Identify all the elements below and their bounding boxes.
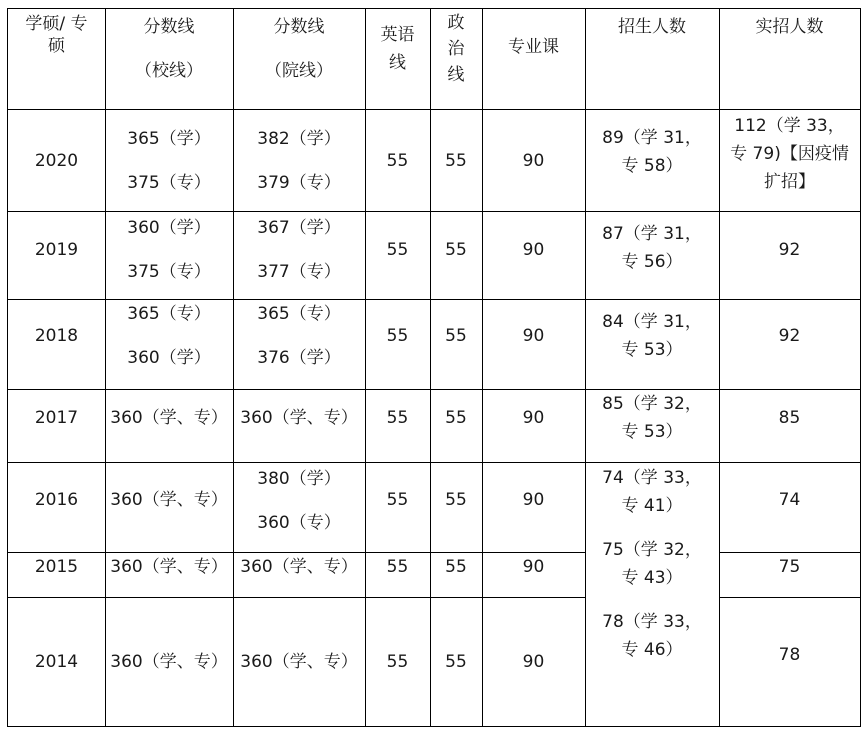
header-actual-enrollment: 实招人数 bbox=[755, 17, 824, 37]
row-2018-major: 90 bbox=[522, 326, 545, 346]
row-2020-college-line-2: 379（专） bbox=[257, 172, 341, 193]
row-divider-left bbox=[7, 552, 585, 553]
header-degree-type bbox=[8, 12, 105, 58]
header-major-course: 专业课 bbox=[508, 37, 559, 57]
header-college-line bbox=[233, 16, 365, 82]
row-divider bbox=[7, 299, 861, 300]
row-divider bbox=[7, 109, 861, 110]
row-2016-enrollment bbox=[585, 464, 719, 520]
row-2017-actual: 85 bbox=[778, 407, 801, 428]
row-2019-english: 55 bbox=[386, 239, 409, 260]
row-2016-actual: 74 bbox=[778, 489, 801, 510]
row-2017-enrollment bbox=[585, 390, 719, 446]
row-2014-enrollment bbox=[585, 608, 719, 664]
row-divider bbox=[7, 462, 861, 463]
row-2018-enrollment-line2: 专 53） bbox=[621, 340, 683, 360]
table-border-top bbox=[7, 8, 861, 9]
row-2019-enrollment bbox=[585, 220, 719, 276]
row-2019-politics: 55 bbox=[445, 239, 467, 260]
column-divider bbox=[233, 8, 234, 727]
table-border-right bbox=[860, 8, 861, 727]
row-2018-enrollment bbox=[585, 308, 719, 364]
row-2016-enrollment-line2: 专 41） bbox=[621, 496, 683, 516]
table-border-bottom bbox=[7, 726, 861, 727]
row-2019-school-line bbox=[105, 211, 233, 288]
row-2019-college-line-1: 367（学） bbox=[257, 217, 341, 238]
header-politics-line2: 治 bbox=[447, 39, 465, 59]
row-2020-politics: 55 bbox=[445, 150, 467, 171]
header-school-line bbox=[105, 16, 233, 82]
row-2017-enrollment-line2: 专 53） bbox=[621, 422, 683, 442]
row-2020-major: 90 bbox=[522, 150, 545, 171]
header-english-line1: 英语 bbox=[380, 25, 415, 45]
row-2018-english: 55 bbox=[386, 326, 409, 346]
row-divider bbox=[7, 389, 861, 390]
row-2019-school-line-1: 360（学） bbox=[127, 217, 211, 238]
header-politics-line1: 政 bbox=[447, 13, 465, 33]
row-2020-college-line-1: 382（学） bbox=[257, 128, 341, 149]
row-2017-school-line: 360（学、专） bbox=[110, 407, 228, 428]
row-2020-actual-line3: 扩招】 bbox=[764, 172, 815, 192]
row-2016-enrollment-line1: 74（学 33， bbox=[602, 468, 702, 488]
row-2018-enrollment-line1: 84（学 31， bbox=[602, 312, 702, 332]
row-2018-school-line-1: 365（专） bbox=[127, 303, 211, 324]
row-2015-school-line: 360（学、专） bbox=[110, 557, 228, 577]
column-divider bbox=[430, 8, 431, 727]
row-2019-college-line-2: 377（专） bbox=[257, 261, 341, 282]
row-2020-school-line bbox=[105, 110, 233, 211]
header-degree-type-line1: 学硕/ 专 bbox=[25, 14, 88, 34]
row-2020-enrollment-line2: 专 58） bbox=[621, 156, 683, 176]
row-2018-college-line-1: 365（专） bbox=[257, 303, 341, 324]
row-2020-actual-line1: 112（学 33， bbox=[734, 116, 845, 136]
row-2014-enrollment-line1: 78（学 33， bbox=[602, 612, 702, 632]
row-2017-major: 90 bbox=[522, 407, 545, 428]
row-2018-actual: 92 bbox=[778, 326, 801, 346]
row-2016-year: 2016 bbox=[34, 489, 79, 510]
row-2018-college-line-2: 376（学） bbox=[257, 347, 341, 368]
row-2018-school-line bbox=[105, 297, 233, 374]
row-2016-college-line bbox=[233, 462, 365, 539]
row-2016-college-line-2: 360（专） bbox=[257, 512, 341, 533]
row-2020-enrollment-line1: 89（学 31， bbox=[602, 128, 702, 148]
row-2019-year: 2019 bbox=[34, 239, 79, 260]
row-2020-college-line bbox=[233, 110, 365, 211]
row-2020-actual-line2: 专 79)【因疫情 bbox=[730, 144, 849, 164]
row-2014-year: 2014 bbox=[34, 652, 79, 672]
row-2018-politics: 55 bbox=[445, 326, 467, 346]
row-2014-actual: 78 bbox=[778, 644, 801, 665]
column-divider bbox=[105, 8, 106, 727]
row-2015-politics: 55 bbox=[445, 557, 467, 577]
header-politics bbox=[430, 10, 482, 88]
row-2020-enrollment bbox=[585, 124, 719, 180]
row-2016-politics: 55 bbox=[445, 489, 467, 510]
row-2014-major: 90 bbox=[522, 652, 545, 672]
header-college-line-sub: （院线） bbox=[265, 61, 333, 81]
row-2019-college-line bbox=[233, 211, 365, 288]
row-2015-college-line: 360（学、专） bbox=[240, 557, 358, 577]
row-2016-college-line-1: 380（学） bbox=[257, 468, 341, 489]
header-politics-line3: 线 bbox=[447, 65, 465, 85]
row-2019-school-line-2: 375（专） bbox=[127, 261, 211, 282]
header-school-line-title: 分数线 bbox=[143, 17, 195, 37]
row-2017-english: 55 bbox=[386, 407, 409, 428]
row-2015-enrollment bbox=[585, 536, 719, 592]
row-2018-college-line bbox=[233, 297, 365, 374]
row-2017-politics: 55 bbox=[445, 407, 467, 428]
column-divider bbox=[585, 8, 586, 727]
row-2019-major: 90 bbox=[522, 239, 545, 260]
header-degree-type-line2: 硕 bbox=[48, 36, 65, 56]
row-2020-school-line-1: 365（学） bbox=[127, 128, 211, 149]
row-2017-college-line: 360（学、专） bbox=[240, 407, 358, 428]
row-2016-school-line: 360（学、专） bbox=[110, 489, 228, 510]
row-2019-enrollment-line1: 87（学 31， bbox=[602, 224, 702, 244]
row-divider-left bbox=[7, 597, 585, 598]
header-school-line-sub: （校线） bbox=[135, 61, 203, 81]
row-2014-school-line: 360（学、专） bbox=[110, 652, 228, 672]
row-2015-english: 55 bbox=[386, 557, 409, 577]
header-english-line2: 线 bbox=[389, 53, 406, 73]
column-divider bbox=[7, 8, 8, 727]
row-2020-year: 2020 bbox=[34, 150, 79, 171]
row-2015-major: 90 bbox=[522, 557, 545, 577]
row-2018-year: 2018 bbox=[34, 326, 79, 346]
row-2015-enrollment-line2: 专 43） bbox=[621, 568, 683, 588]
row-2020-actual bbox=[719, 112, 860, 196]
header-english bbox=[365, 24, 430, 74]
row-2019-actual: 92 bbox=[778, 239, 801, 260]
row-2020-school-line-2: 375（专） bbox=[127, 172, 211, 193]
row-2014-english: 55 bbox=[386, 652, 409, 672]
row-2014-college-line: 360（学、专） bbox=[240, 652, 358, 672]
row-divider bbox=[7, 211, 861, 212]
row-2014-enrollment-line2: 专 46） bbox=[621, 640, 683, 660]
row-2016-major: 90 bbox=[522, 489, 545, 510]
row-2015-enrollment-line1: 75（学 32， bbox=[602, 540, 702, 560]
row-2016-english: 55 bbox=[386, 489, 409, 510]
row-divider-right bbox=[719, 552, 861, 553]
row-2017-enrollment-line1: 85（学 32， bbox=[602, 394, 702, 414]
row-2018-school-line-2: 360（学） bbox=[127, 347, 211, 368]
row-divider-right bbox=[719, 597, 861, 598]
row-2020-english: 55 bbox=[386, 150, 409, 171]
row-2015-actual: 75 bbox=[778, 557, 801, 577]
row-2015-year: 2015 bbox=[34, 557, 79, 577]
row-2019-enrollment-line2: 专 56） bbox=[621, 252, 683, 272]
column-divider bbox=[365, 8, 366, 727]
header-enrollment: 招生人数 bbox=[618, 17, 686, 37]
column-divider bbox=[482, 8, 483, 727]
row-2017-year: 2017 bbox=[34, 407, 79, 428]
header-college-line-title: 分数线 bbox=[273, 17, 325, 37]
column-divider bbox=[719, 8, 720, 727]
row-2014-politics: 55 bbox=[445, 652, 467, 672]
